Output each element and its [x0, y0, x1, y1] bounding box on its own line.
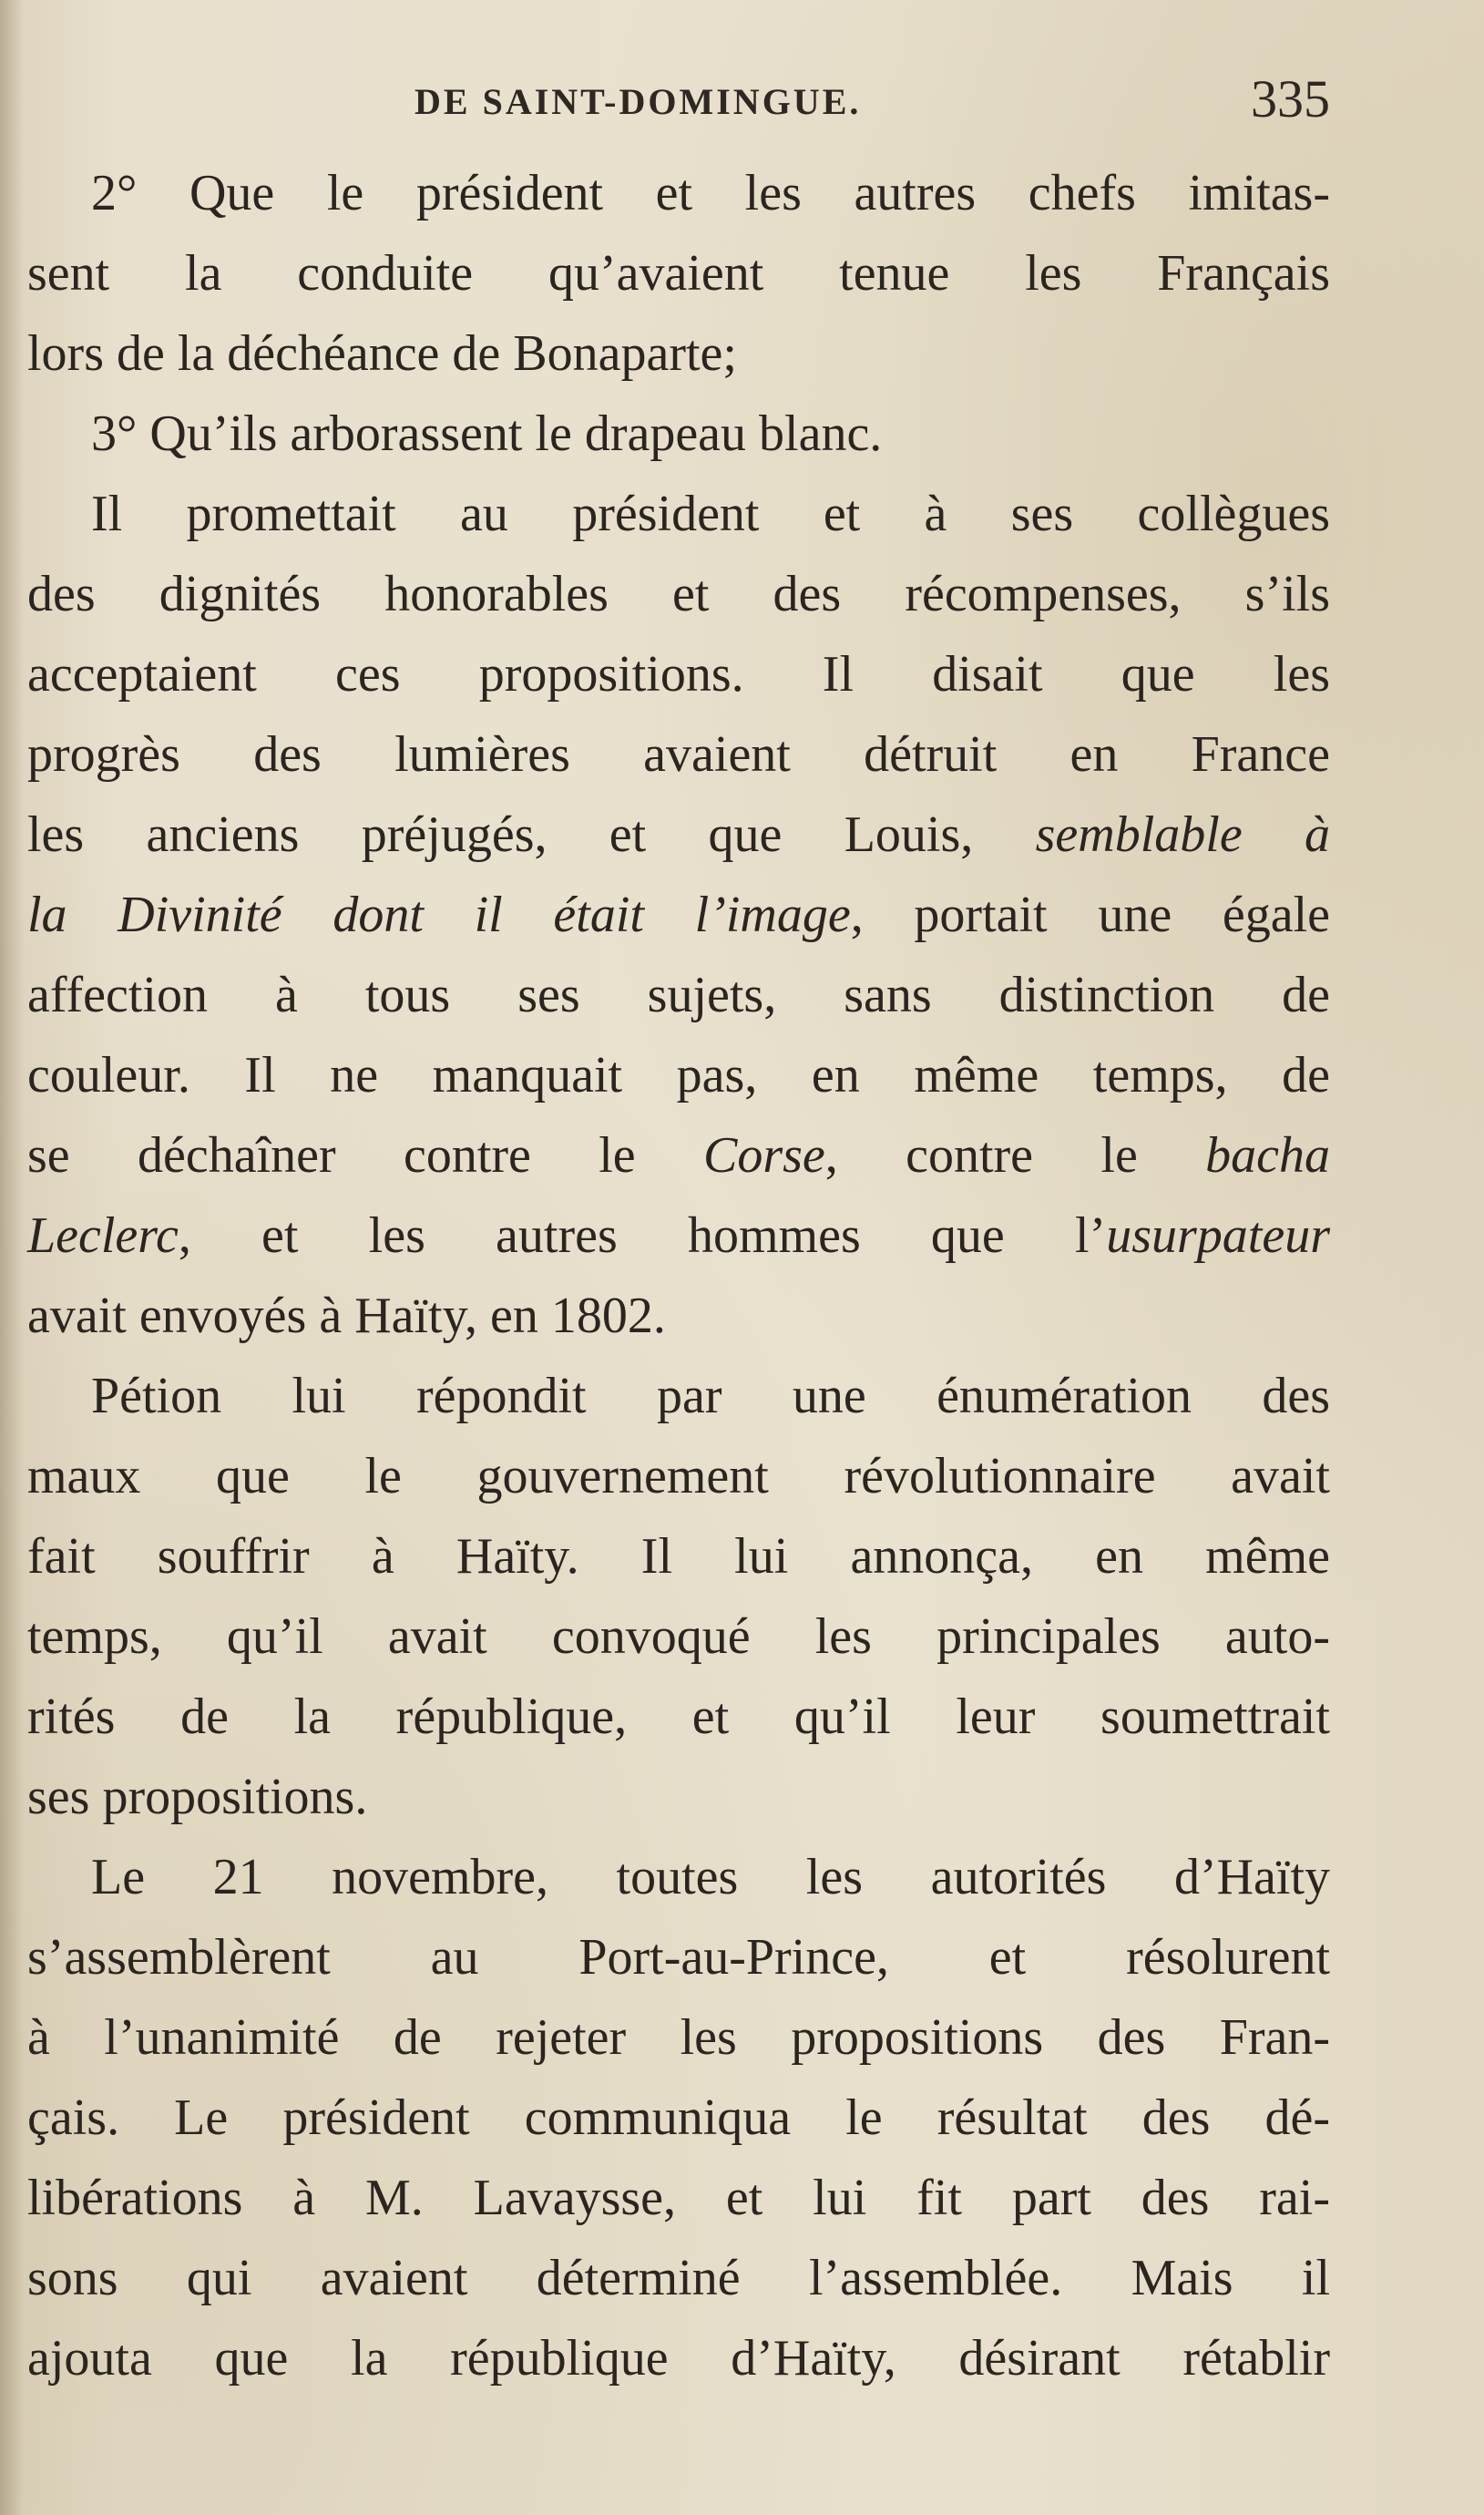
text-line: maux que le gouvernement révolutionnaire avait — [27, 1448, 1330, 1504]
text-line: la Divinité dont il était l’image, portait une égale — [27, 887, 1330, 943]
text-line: 2° Que le président et les autres chefs imitas- — [91, 165, 1330, 221]
italic-word: Leclerc — [27, 1207, 179, 1264]
text-line: fait souffrir à Haïty. Il lui annonça, en même — [27, 1528, 1330, 1585]
text-line: progrès des lumières avaient détruit en France — [27, 726, 1330, 783]
text-line: se déchaîner contre le Corse, contre le bacha — [27, 1127, 1330, 1184]
text-line: sons qui avaient déterminé l’assemblée. Mais il — [27, 2250, 1330, 2306]
page-header — [27, 64, 1330, 146]
italic-word: Corse — [702, 1127, 825, 1184]
text-line: Leclerc, et les autres hommes que l’usurpateur — [27, 1207, 1330, 1264]
text-line: rités de la république, et qu’il leur soumettrait — [27, 1689, 1330, 1745]
text-line: couleur. Il ne manquait pas, en même temps, de — [27, 1047, 1330, 1104]
page-gutter-shadow — [0, 0, 24, 2515]
text-line: Il promettait au président et à ses collègues — [91, 486, 1330, 542]
italic-phrase: semblable à — [1035, 806, 1331, 863]
text-line: Le 21 novembre, toutes les autorités d’Haïty — [91, 1849, 1330, 1905]
text-line: des dignités honorables et des récompenses, s’ils — [27, 566, 1330, 622]
text-line: çais. Le président communiqua le résultat des dé- — [27, 2089, 1330, 2146]
text-line: sent la conduite qu’avaient tenue les Français — [27, 245, 1330, 302]
page-number: 335 — [1251, 69, 1330, 128]
text-line: acceptaient ces propositions. Il disait que les — [27, 646, 1330, 703]
text-line: avait envoyés à Haïty, en 1802. — [27, 1288, 666, 1344]
text-line: 3° Qu’ils arborassent le drapeau blanc. — [91, 405, 883, 462]
text-line: libérations à M. Lavaysse, et lui fit part des rai- — [27, 2170, 1330, 2226]
italic-word: usurpateur — [1106, 1207, 1330, 1264]
text-line: lors de la déchéance de Bonaparte; — [27, 325, 737, 382]
text-line: ses propositions. — [27, 1769, 368, 1825]
text-line: à l’unanimité de rejeter les propositions des Fran- — [27, 2009, 1330, 2066]
text-line: Pétion lui répondit par une énumération des — [91, 1368, 1330, 1424]
text-line: s’assemblèrent au Port-au-Prince, et résolurent — [27, 1929, 1330, 1986]
text-line: temps, qu’il avait convoqué les principales auto- — [27, 1608, 1330, 1665]
italic-word: bacha — [1205, 1127, 1330, 1184]
text-line: les anciens préjugés, et que Louis, semblable à — [27, 806, 1331, 863]
text-line: ajouta que la république d’Haïty, désirant rétablir — [27, 2330, 1330, 2387]
body-text — [27, 153, 1330, 2398]
running-head: DE SAINT-DOMINGUE. — [414, 81, 862, 122]
text-line: affection à tous ses sujets, sans distinction de — [27, 967, 1330, 1023]
italic-phrase: la Divinité dont il était l’image — [27, 887, 851, 943]
